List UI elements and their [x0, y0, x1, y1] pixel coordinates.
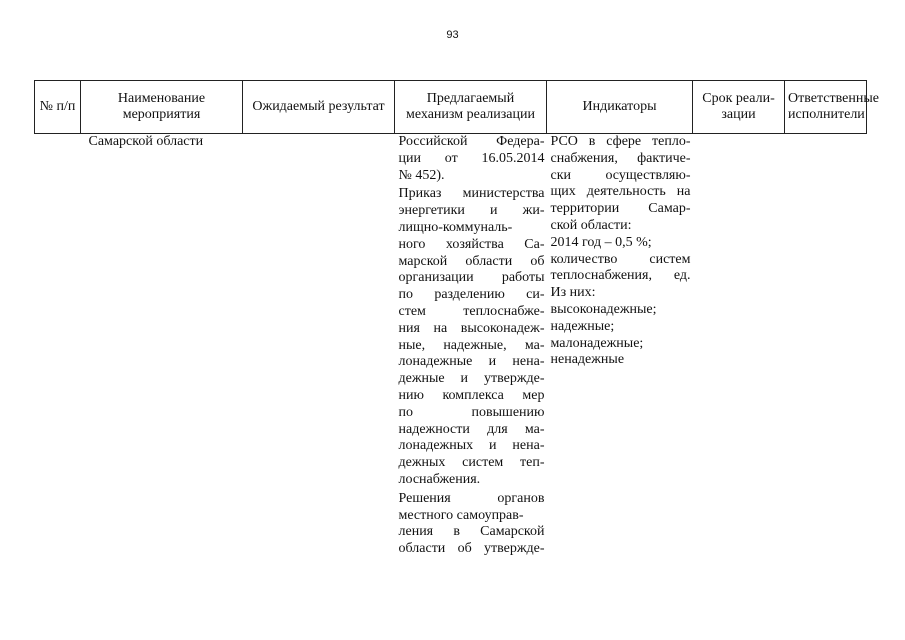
text-line: лоснабжения. — [398, 471, 481, 487]
header-number: № п/п — [35, 81, 81, 134]
header-expected-result: Ожидаемый результат — [243, 81, 395, 134]
cell-expected-result — [243, 134, 395, 558]
text-line: по разделению си- — [398, 287, 545, 303]
text-line: территории Самар- — [550, 201, 691, 217]
text-line: ской области: — [550, 217, 632, 233]
measures-table — [34, 80, 879, 558]
header-indicators: Индикаторы — [547, 81, 693, 134]
text-line: дежных систем теп- — [398, 455, 545, 471]
table-row — [35, 134, 867, 558]
text-line: дежные и утвержде- — [398, 371, 545, 387]
text-line: надежности для ма- — [398, 421, 545, 437]
text-line: малонадежные; — [550, 335, 644, 351]
text-line: местного самоуправ- — [398, 507, 524, 523]
indicators-text — [551, 134, 691, 369]
cell-indicators — [547, 134, 693, 558]
header-term: Срок реали- зации — [693, 81, 785, 134]
text-line: марской области об — [398, 253, 545, 269]
text-line: ления в Самарской — [398, 524, 545, 540]
text-line: 2014 год – 0,5 %; — [550, 234, 652, 250]
cell-responsible — [785, 134, 867, 558]
text-line: № 452). — [398, 167, 445, 183]
text-line: Приказ министерства — [398, 186, 545, 202]
header-responsible: Ответственные исполнители — [785, 81, 867, 134]
cell-mechanism — [395, 134, 547, 558]
text-line: надежные; — [550, 318, 615, 334]
text-line: Российской Федера- — [398, 134, 545, 149]
text-line: организации работы — [398, 270, 545, 286]
header-mechanism: Предлагаемый механизм реализации — [395, 81, 547, 134]
text-line: лонадежные и нена- — [398, 354, 545, 370]
text-line: Из них: — [550, 285, 596, 301]
text-line: ные, надежные, ма- — [398, 337, 545, 353]
header-event-name: Наименование мероприятия — [81, 81, 243, 134]
text-line: лонадежных и нена- — [398, 438, 545, 454]
text-line: щих деятельность на — [550, 184, 691, 200]
mechanism-paragraph — [399, 186, 545, 488]
mechanism-paragraph — [399, 134, 545, 184]
text-line: лищно-коммуналь- — [398, 219, 513, 235]
text-line: Решения органов — [398, 490, 545, 506]
mechanism-paragraph — [399, 491, 545, 558]
text-line: РСО в сфере тепло- — [550, 134, 691, 149]
text-line: по повышению — [398, 404, 545, 420]
text-line: нию комплекса мер — [398, 387, 545, 403]
page-number: 93 — [446, 29, 459, 41]
text-line: снабжения, фактиче- — [550, 150, 691, 166]
cell-term — [693, 134, 785, 558]
text-line: энергетики и жи- — [398, 203, 545, 219]
text-line: области об утвержде- — [398, 541, 545, 557]
text-line: количество систем — [550, 251, 691, 267]
text-line: теплоснабжения, ед. — [550, 268, 691, 284]
text-line: ции от 16.05.2014 — [398, 150, 545, 166]
cell-event-name: Самарской области — [88, 134, 204, 149]
text-line: ненадежные — [550, 352, 625, 368]
text-line: высоконадежные; — [550, 301, 657, 317]
text-line: ния на высоконадеж- — [398, 320, 545, 336]
table-header-row — [35, 81, 867, 134]
text-line: ски осуществляю- — [550, 167, 691, 183]
cell-number — [35, 134, 81, 558]
text-line: стем теплоснабже- — [398, 303, 545, 319]
text-line: ного хозяйства Са- — [398, 236, 545, 252]
